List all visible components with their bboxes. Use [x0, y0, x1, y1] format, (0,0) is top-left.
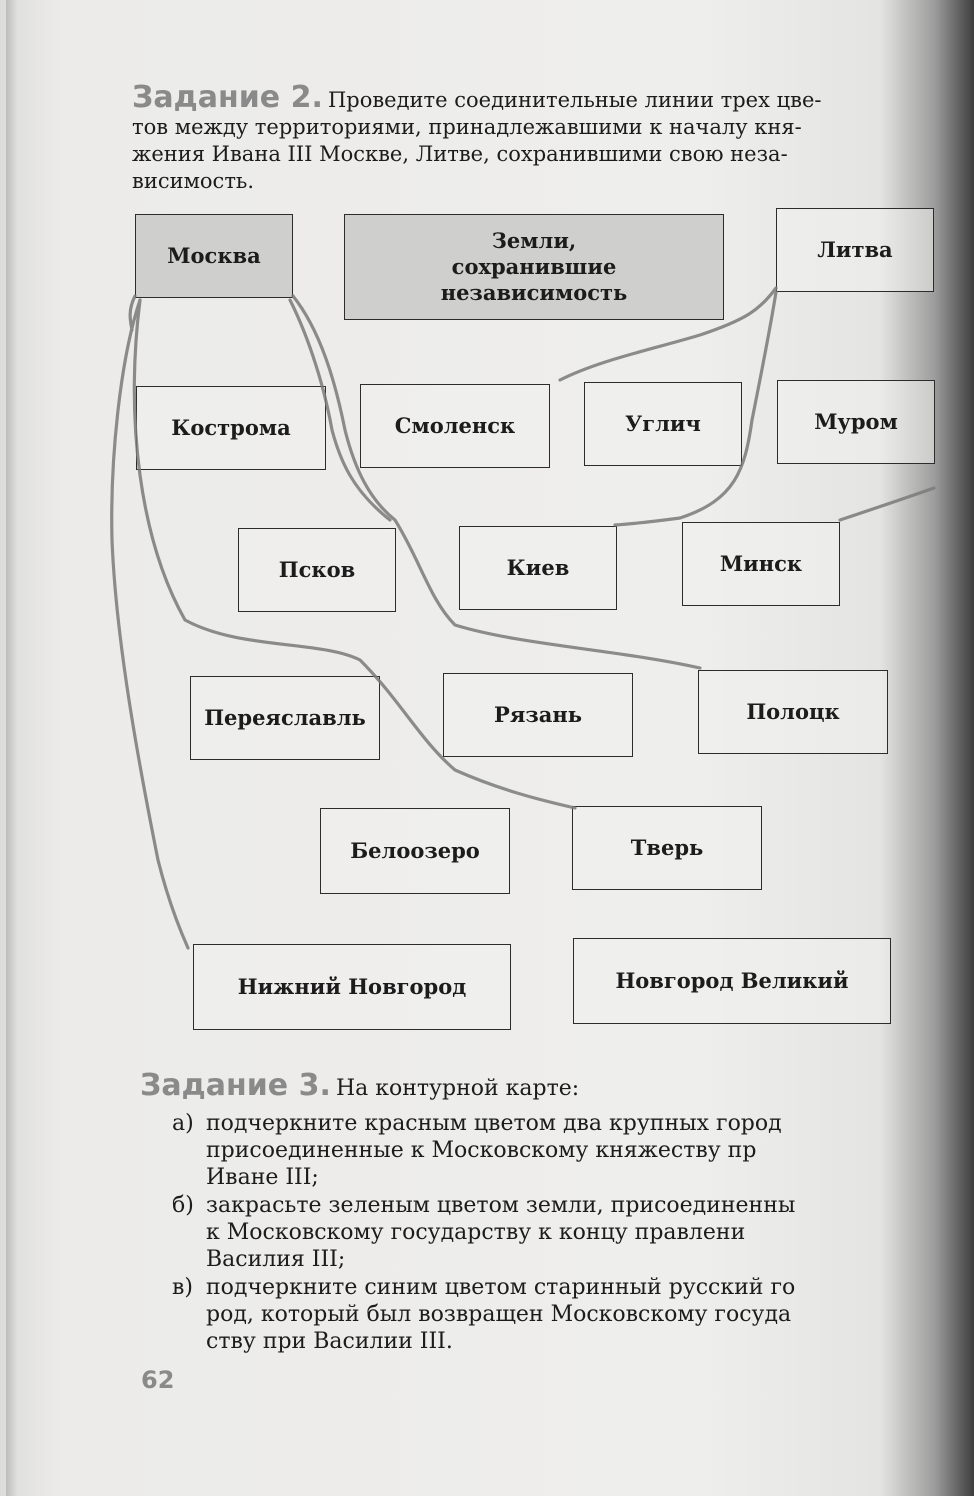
- task3-b1: закрасьте зеленым цветом земли, присоединенны: [206, 1193, 796, 1218]
- line-litva-polotsk: [840, 488, 934, 520]
- task3-item-a-line1: [172, 1110, 782, 1138]
- task3-b2: к Московскому государству к концу правлени: [206, 1220, 746, 1245]
- task2-line4: висимость.: [132, 169, 255, 193]
- box-tver-label: Тверь: [630, 835, 704, 860]
- page-number: 62: [141, 1366, 175, 1394]
- box-uglich-label: Углич: [625, 411, 701, 436]
- task3-marker-v: в): [172, 1275, 193, 1300]
- task3-v3: ству при Василии III.: [206, 1329, 453, 1354]
- task3-a2: присоединенные к Московскому княжеству пр: [206, 1138, 757, 1163]
- task3-v2: род, который был возвращен Московскому госуда: [206, 1302, 792, 1327]
- task3-intro: На контурной карте:: [335, 1076, 580, 1101]
- box-zemli-line2: сохранившие: [451, 254, 617, 279]
- task3-v1: подчеркните синим цветом старинный русский го: [206, 1275, 796, 1300]
- box-smolensk-label: Смоленск: [394, 413, 516, 438]
- box-moskva-label: Москва: [167, 243, 261, 268]
- box-nizhny-novgorod-label: Нижний Новгород: [237, 974, 467, 999]
- task2-line1: Проведите соединительные линии трех цве-: [327, 88, 822, 112]
- box-minsk-label: Минск: [719, 551, 803, 576]
- box-pskov-label: Псков: [278, 557, 356, 582]
- box-murom-label: Муром: [814, 409, 898, 434]
- task3-marker-b: б): [172, 1193, 194, 1218]
- task3-a1: подчеркните красным цветом два крупных город: [206, 1111, 782, 1136]
- box-pereyaslavl-label: Переяславль: [204, 705, 366, 730]
- task3-b3: Василия III;: [206, 1247, 346, 1272]
- task2-line3: жения Ивана III Москве, Литве, сохранившими свою неза-: [132, 142, 788, 166]
- box-beloozero-label: Белоозеро: [350, 838, 480, 863]
- box-kostroma-label: Кострома: [171, 415, 291, 440]
- task3-item-v-line1: [172, 1274, 796, 1302]
- task2-line2: тов между территориями, принадлежавшими к началу кня-: [132, 115, 802, 139]
- line-moskva-nizhny: [112, 300, 188, 948]
- box-ryazan-label: Рязань: [494, 702, 582, 727]
- box-kiev-label: Киев: [506, 555, 570, 580]
- box-zemli-line3: независимость: [440, 280, 628, 305]
- task2-title: Задание 2.: [132, 80, 323, 115]
- box-polotsk-label: Полоцк: [746, 699, 840, 724]
- task3-marker-a: а): [172, 1111, 194, 1136]
- box-novgorod-veliky-label: Новгород Великий: [615, 968, 849, 993]
- line-litva-kiev: [615, 292, 776, 525]
- task3-item-b-line1: [172, 1192, 796, 1220]
- box-zemli-line1: Земли,: [491, 228, 577, 253]
- task3-title: Задание 3.: [140, 1068, 331, 1103]
- task3-a3: Иване III;: [206, 1165, 319, 1190]
- box-litva-label: Литва: [817, 237, 893, 262]
- line-moskva-pereyaslavl: [134, 300, 575, 808]
- line-litva-smolensk: [560, 288, 776, 380]
